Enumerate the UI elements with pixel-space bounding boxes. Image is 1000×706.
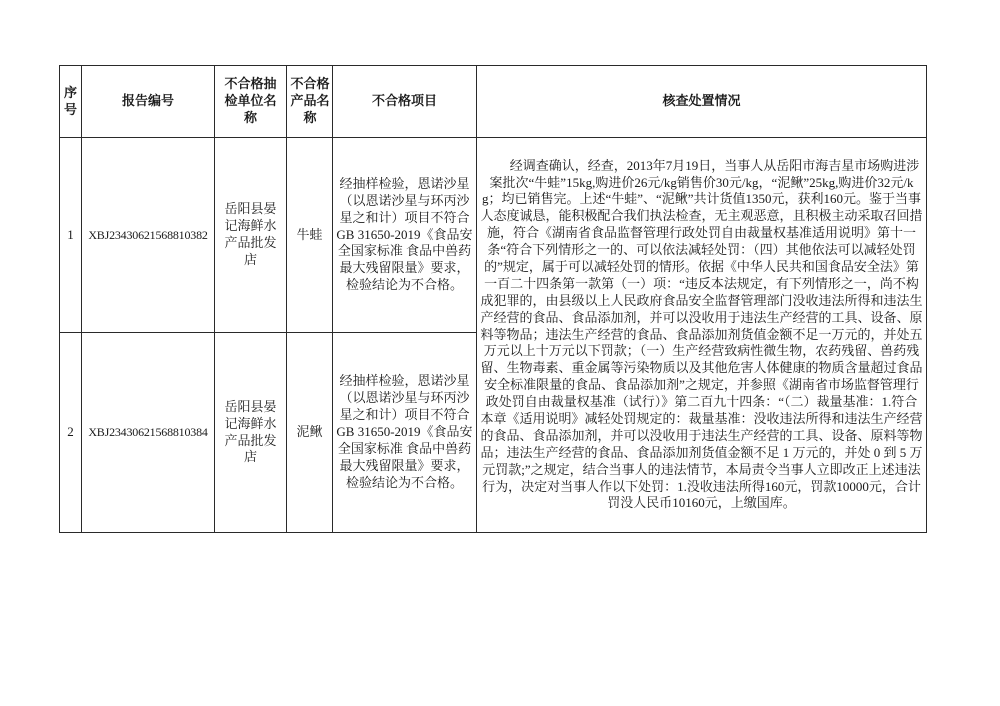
header-product-name bbox=[287, 66, 333, 138]
row2-product-name: 泥鳅 bbox=[287, 333, 333, 533]
header-disposal: 核查处置情况 bbox=[477, 66, 927, 138]
row1-product-name: 牛蛙 bbox=[287, 138, 333, 333]
row1-unit-name-value: 岳阳县晏记海鲜水产品批发店 bbox=[224, 201, 277, 267]
row1-report-no-value: XBJ23430621568810382 bbox=[88, 227, 208, 242]
table-row bbox=[60, 138, 927, 333]
row2-unit-name-value: 岳阳县晏记海鲜水产品批发店 bbox=[224, 398, 277, 465]
header-index: 序号 bbox=[60, 66, 82, 138]
header-unit-name-label: 不合格抽检单位名称 bbox=[224, 76, 277, 125]
inspection-results-table bbox=[59, 65, 927, 533]
row2-failed-item: 经抽样检验，恩诺沙星（以恩诺沙星与环丙沙星之和计）项目不符合GB 31650-2019《食品安全国家标准 食品中兽药最大残留限量》要求，检验结论为不合格。 bbox=[333, 333, 477, 533]
row1-unit-name bbox=[215, 138, 287, 333]
header-failed-item: 不合格项目 bbox=[333, 66, 477, 138]
row2-index: 2 bbox=[60, 333, 82, 533]
disposal-cell bbox=[477, 138, 927, 533]
row1-failed-item: 经抽样检验，恩诺沙星（以恩诺沙星与环丙沙星之和计）项目不符合GB 31650-2019《食品安全国家标准 食品中兽药最大残留限量》要求，检验结论为不合格。 bbox=[333, 138, 477, 333]
row2-unit-name bbox=[215, 333, 287, 533]
header-report-no: 报告编号 bbox=[82, 66, 215, 138]
header-unit-name bbox=[215, 66, 287, 138]
row1-report-no bbox=[82, 138, 215, 333]
row2-report-no bbox=[82, 333, 215, 533]
header-product-name-label: 不合格产品名称 bbox=[290, 76, 330, 125]
header-row bbox=[60, 66, 927, 138]
row2-report-no-value: XBJ23430621568810384 bbox=[88, 425, 208, 440]
disposal-text: 经调查确认，经查，2013年7月19日，当事人从岳阳市海吉星市场购进涉案批次“牛蛙”15kg,购进价26元/kg销售价30元/kg，“泥鳅”25kg,购进价32元/kg；均已销售完。上述“牛蛙”、“泥鳅”共计货值1350元，获利160元。鉴于当事人态度诚恳，能积极配合我们执法检查，无主观恶意，且积极主动采取召回措施，符合《湖南省食品监督管理行政处罚自由裁量权基准适用说明》第十一条“符合下列情形之一的、可以依法减轻处罚：（四）其他依法可以减轻处罚的”规定，属于可以减轻处罚的情形。依据《中华人民共和国食品安全法》第一百二十四条第一款第（一）项：“违反本法规定，有下列情形之一，尚不构成犯罪的，由县级以上人民政府食品安全监督管理部门没收违法所得和违法生产经营的食品、食品添加剂，并可以没收用于违法生产经营的工具、设备、原料等物品；违法生产经营的食品、食品添加剂货值金额不足一万元的，并处五万元以上十万元以下罚款；（一）生产经营致病性微生物，农药残留、兽药残留、生物毒素、重金属等污染物质以及其他危害人体健康的物质含量超过食品安全标准限量的食品、食品添加剂”之规定，并参照《湖南省市场监督管理行政处罚自由裁量权基准（试行）》第二百九十四条：“（二）裁量基准：1.符合本章《适用说明》减轻处罚规定的：裁量基准：没收违法所得和违法生产经营的食品、食品添加剂，并可以没收用于违法生产经营的工具、设备、原料等物品；违法生产经营的食品、食品添加剂货值金额不足 1 万元的，并处 0 到 5 万元罚款;”之规定，结合当事人的违法情节，本局责令当事人立即改正上述违法行为，决定对当事人作以下处罚：1.没收违法所得160元，罚款10000元，合计罚没人民币10160元，上缴国库。 bbox=[480, 157, 923, 511]
row1-index: 1 bbox=[60, 138, 82, 333]
